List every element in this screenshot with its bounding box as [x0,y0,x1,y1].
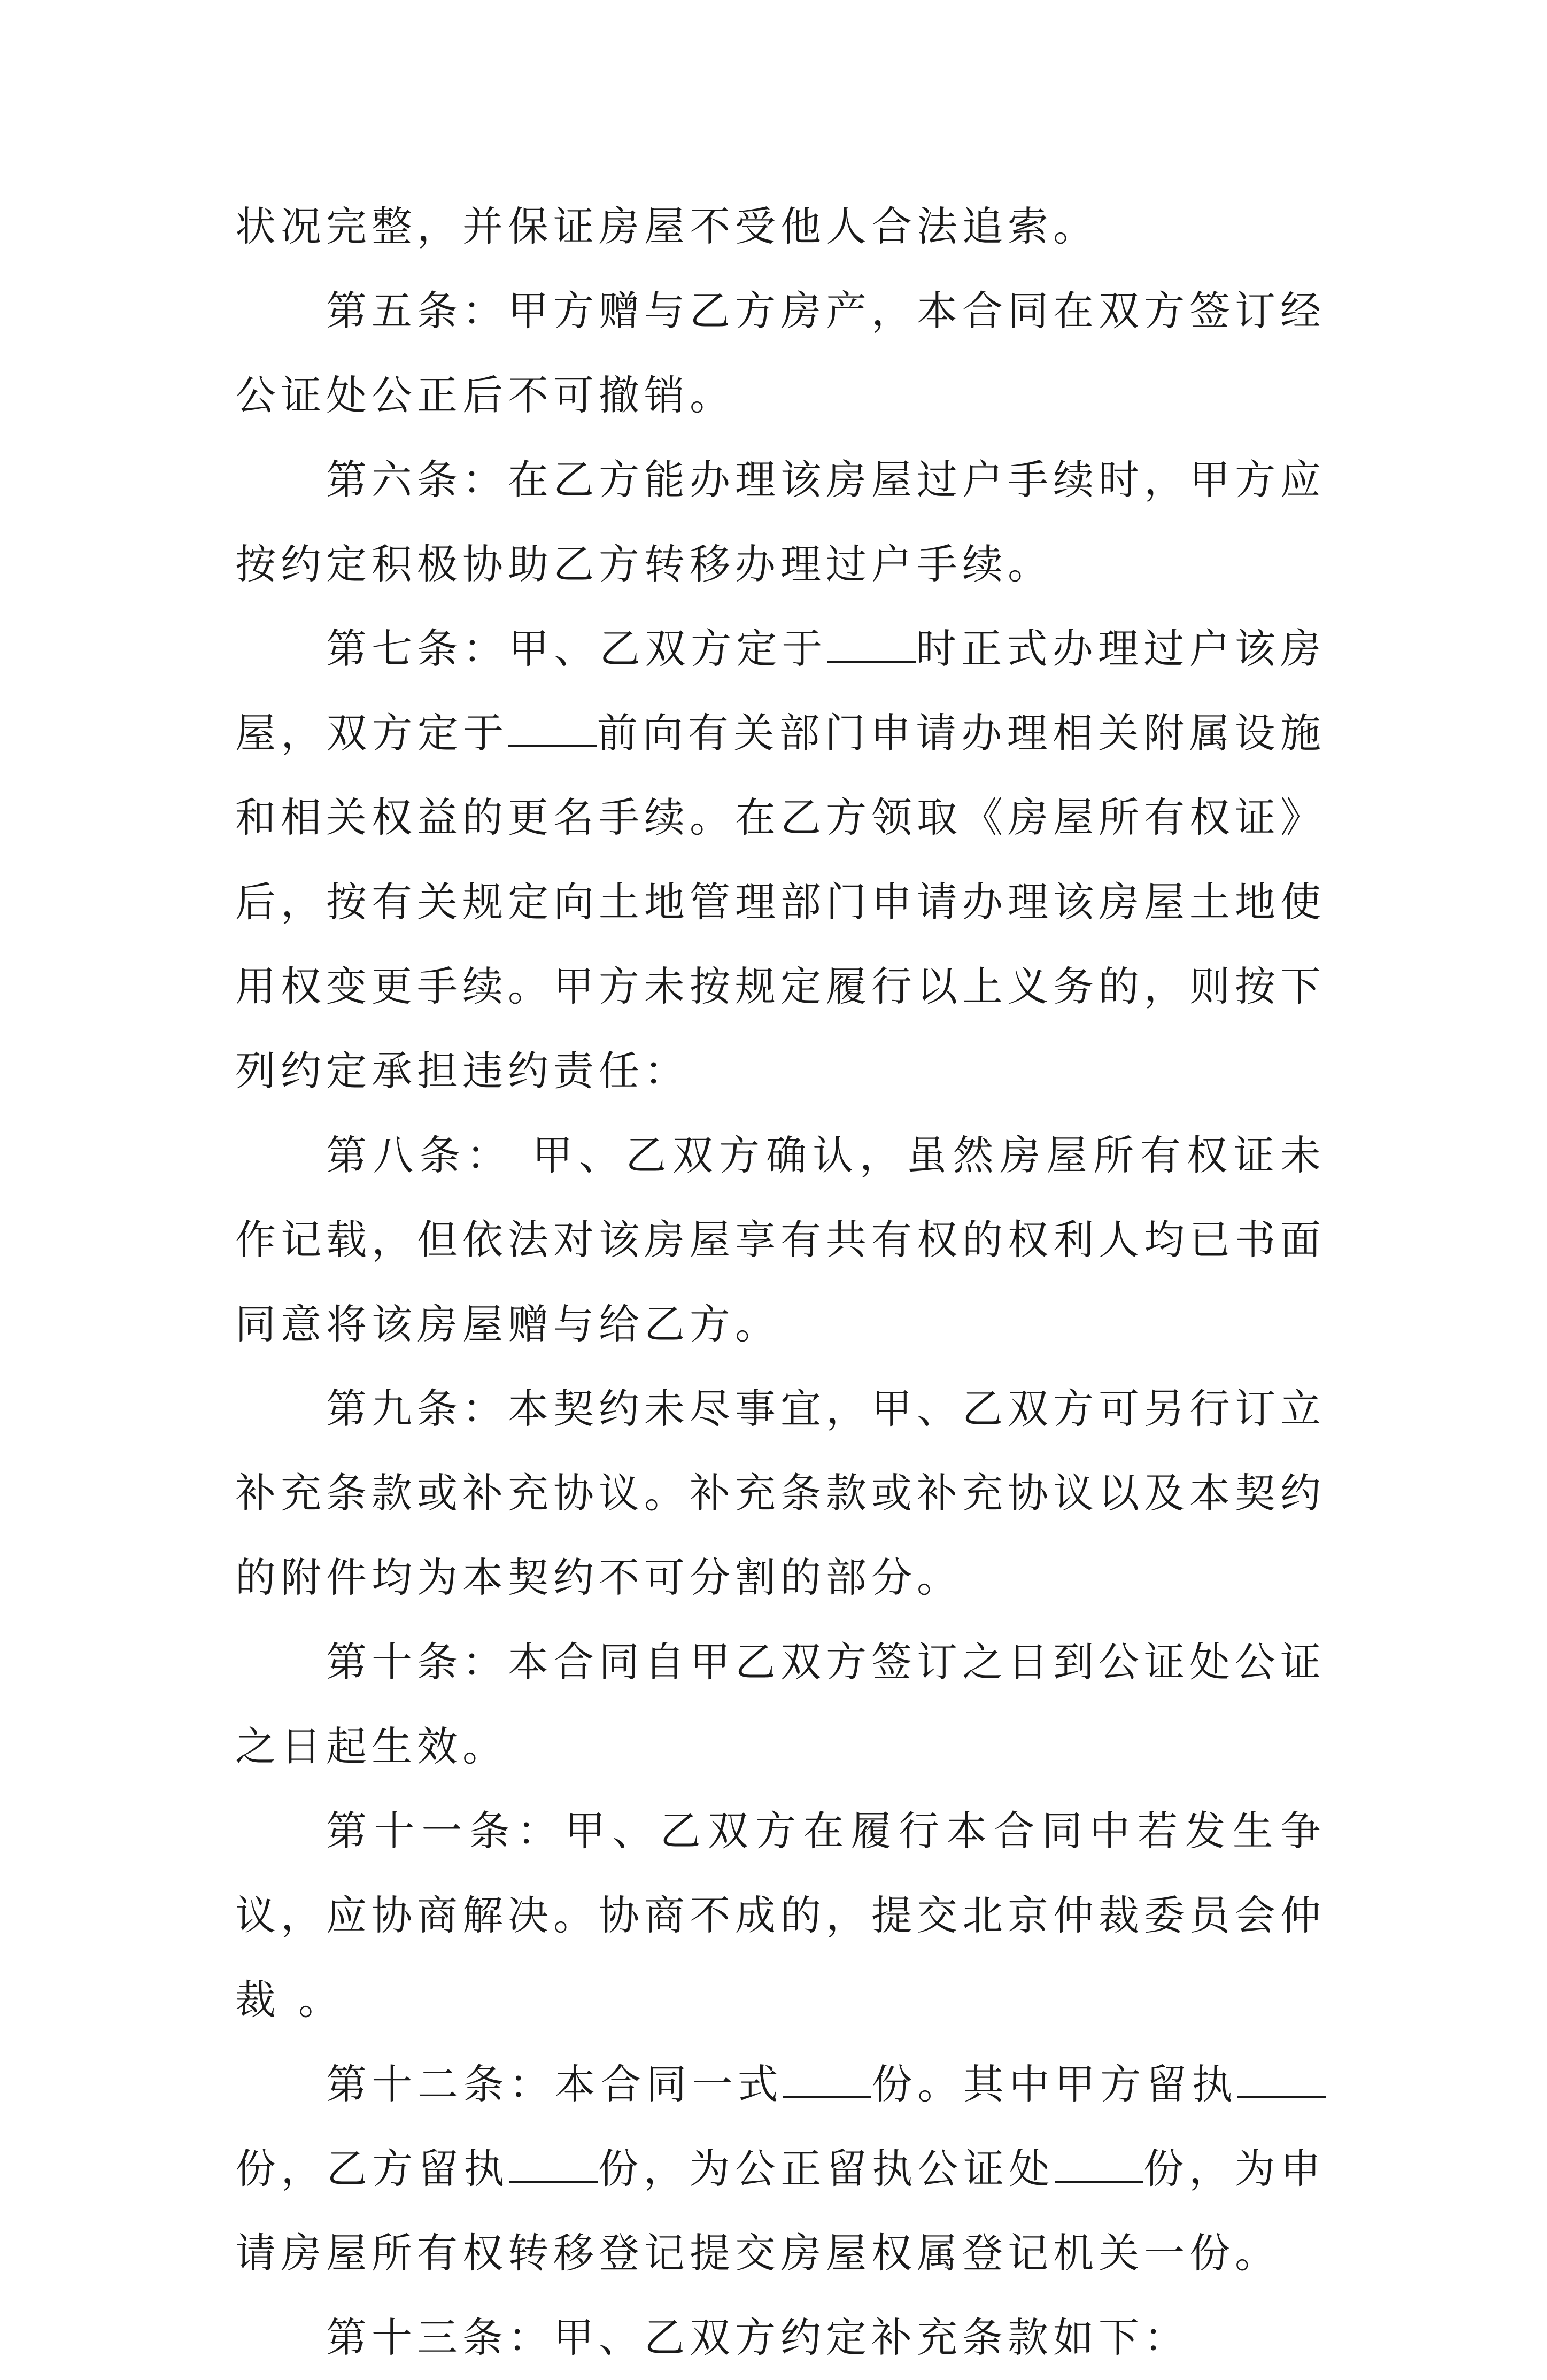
article-12-part-3: 份，乙方留执 [235,2145,509,2192]
article-7 [235,607,1326,1113]
fill-blank-total-copies [783,2075,871,2098]
fill-blank-transfer-time [827,639,916,663]
article-11: 第十一条：甲、乙双方在履行本合同中若发生争议，应协商解决。协商不成的，提交北京仲裁委员会仲裁 。 [235,1807,1326,2024]
article-12-part-4: 份，为公正留执公证处 [597,2145,1055,2192]
article-10: 第十条：本合同自甲乙双方签订之日到公证处公证之日起生效。 [235,1638,1326,1770]
article-9: 第九条：本契约未尽事宜，甲、乙双方可另行订立补充条款或补充协议。补充条款或补充协议以及本契约的附件均为本契约不可分割的部分。 [235,1385,1326,1601]
contract-body [235,184,1326,2380]
article-8: 第八条： 甲、乙双方确认，虽然房屋所有权证未作记载，但依法对该房屋享有共有权的权利人均已书面同意将该房屋赠与给乙方。 [235,1131,1326,1348]
fill-blank-rename-deadline [508,724,597,747]
article-12-part-2: 份。其中甲方留执 [871,2060,1238,2108]
article-13: 第十三条：甲、乙双方约定补充条款如下： [326,2314,1189,2361]
article-5: 第五条：甲方赠与乙方房产，本合同在双方签订经公证处公正后不可撤销。 [235,287,1326,419]
article-12-part-1: 第十二条：本合同一式 [326,2060,784,2108]
article-7-part-1: 第七条：甲、乙双方定于 [326,625,827,672]
article-7-part-2: 时正式办理过户该房屋，双方定于 [235,625,1326,757]
article-12 [235,2042,1326,2296]
article-12-part-5: 份，为申请房屋所有权转移登记提交房屋权属登记机关一份。 [235,2145,1326,2277]
article-7-part-3: 前向有关部门申请办理相关附属设施和相关权益的更名手续。在乙方领取《房屋所有权证》后，按有关规定向土地管理部门申请办理该房屋土地使用权变更手续。甲方未按规定履行以上义务的，则按下列约定承担违约责任： [235,709,1326,1095]
fill-blank-party-b-copies [509,2159,598,2183]
fill-blank-notary-copies [1055,2159,1143,2183]
paragraph-continuation: 状况完整，并保证房屋不受他人合法追索。 [235,203,1099,250]
fill-blank-party-a-copies [1237,2075,1326,2098]
article-6: 第六条：在乙方能办理该房屋过户手续时，甲方应按约定积极协助乙方转移办理过户手续。 [235,456,1326,588]
